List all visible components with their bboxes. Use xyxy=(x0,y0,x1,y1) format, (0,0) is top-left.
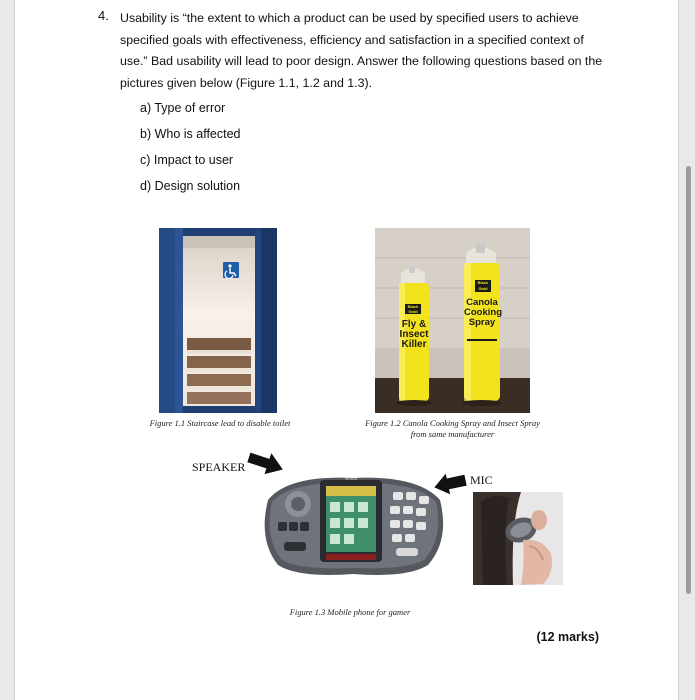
figure-1-2-caption-line1: Figure 1.2 Canola Cooking Spray and Insect Spray xyxy=(365,418,540,428)
can1-label: Fly & Insect Killer xyxy=(399,319,429,350)
can2-label: Canola Cooking Spray xyxy=(464,297,502,328)
figure-1-2-caption-line2: from same manufacturer xyxy=(410,429,495,439)
mic-label: MIC xyxy=(470,473,493,487)
question-number: 4. xyxy=(98,8,109,23)
spray-cans-photo xyxy=(375,228,530,413)
mobile-phone-photo xyxy=(258,470,448,580)
figure-1-3-caption: Figure 1.3 Mobile phone for gamer xyxy=(289,607,411,617)
speaker-label: SPEAKER xyxy=(192,460,246,474)
phone-brand: NOKIA xyxy=(344,476,358,481)
subquestion-c: c) Impact to user xyxy=(140,153,234,167)
can2-brand: Black Gold xyxy=(477,280,489,291)
scrollbar[interactable] xyxy=(686,166,691,594)
page-left-margin xyxy=(0,0,15,700)
figure-1-1-caption: Figure 1.1 Staircase lead to disable toilet xyxy=(149,418,291,428)
subquestion-a: a) Type of error xyxy=(140,101,226,115)
staircase-photo xyxy=(159,228,277,413)
marks-label: (12 marks) xyxy=(536,630,599,644)
subquestion-b: b) Who is affected xyxy=(140,127,241,141)
subquestion-d: d) Design solution xyxy=(140,179,241,193)
question-text: Usability is “the extent to which a product can be used by specified users to achieve specified goals with effectiveness, efficiency and satisfaction in a specified context of use.” Bad usability will lead to poor design. Answer the following questions based on the pictures given below (Figure 1.1, 1.2 and 1.3). xyxy=(120,11,603,90)
can1-brand: Black Gold xyxy=(407,304,419,314)
phone-to-ear-photo xyxy=(473,492,563,585)
